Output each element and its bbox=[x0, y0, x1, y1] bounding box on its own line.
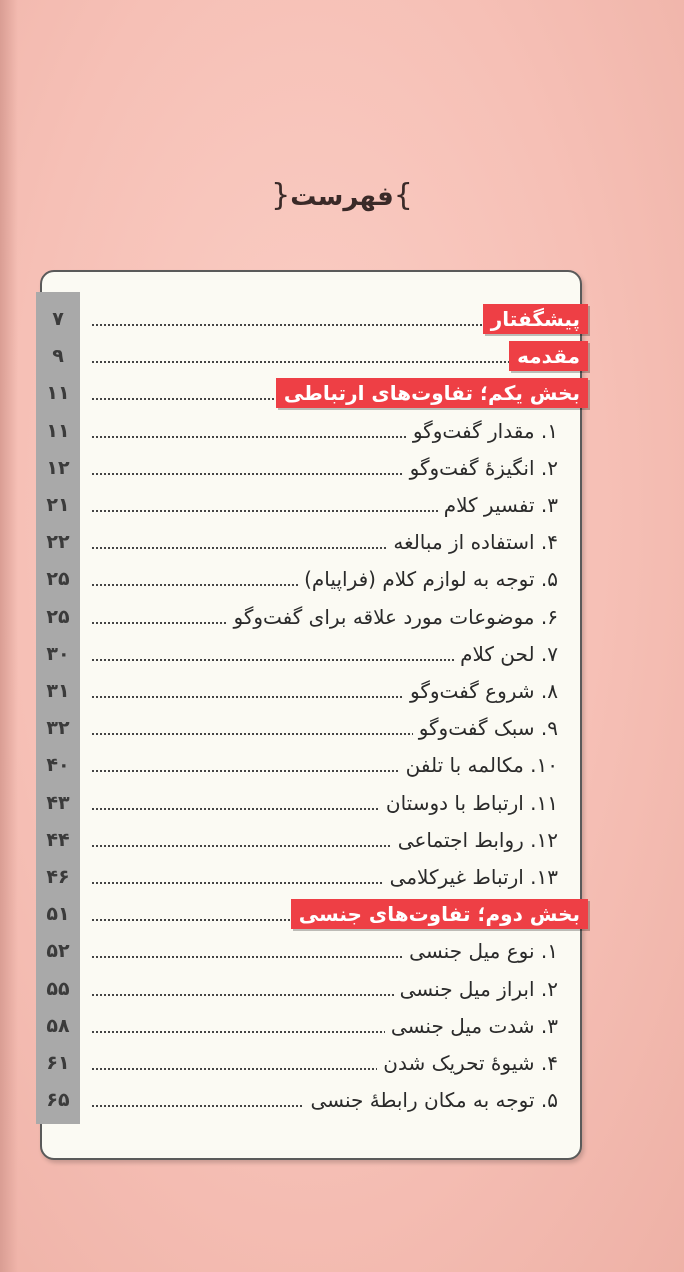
toc-row bbox=[0, 375, 684, 411]
toc-section-heading: بخش دوم؛ تفاوت‌های جنسی bbox=[291, 899, 588, 929]
toc-row bbox=[0, 487, 684, 523]
toc-section-heading: مقدمه bbox=[509, 341, 588, 371]
toc-page-number: ۳۲ bbox=[46, 717, 70, 740]
toc-item-label: ۱۱. ارتباط با دوستان bbox=[380, 785, 558, 821]
toc-item-label: ۶. موضوعات مورد علاقه برای گفت‌وگو bbox=[228, 599, 558, 635]
toc-row bbox=[0, 859, 684, 895]
toc-row bbox=[0, 599, 684, 635]
toc-row bbox=[0, 301, 684, 337]
page-title bbox=[0, 178, 684, 213]
toc-page-number: ۵۱ bbox=[46, 903, 70, 926]
toc-row bbox=[0, 561, 684, 597]
toc-row bbox=[0, 338, 684, 374]
toc-page-number: ۳۱ bbox=[46, 680, 70, 702]
toc-page-number: ۵۸ bbox=[46, 1014, 70, 1037]
toc-page-number: ۲۵ bbox=[46, 568, 70, 591]
toc-row bbox=[0, 971, 684, 1007]
title-text: فهرست bbox=[290, 182, 394, 212]
title-brace-open: } bbox=[393, 178, 413, 213]
toc-item-label: ۳. شدت میل جنسی bbox=[385, 1008, 558, 1044]
toc-page-number: ۱۲ bbox=[46, 456, 70, 479]
toc-row bbox=[0, 896, 684, 932]
toc-row bbox=[0, 822, 684, 858]
toc-page-number: ۴۰ bbox=[46, 754, 70, 777]
toc-item-label: ۵. توجه به لوازم کلام (فراپیام) bbox=[298, 561, 558, 597]
toc-item-label: ۱. مقدار گفت‌وگو bbox=[407, 413, 558, 449]
toc-item-label: ۷. لحن کلام bbox=[454, 636, 558, 672]
toc-page-number: ۴۶ bbox=[46, 866, 70, 888]
toc-page-number: ۵۵ bbox=[46, 977, 70, 1000]
toc-page-number: ۱۱ bbox=[46, 419, 70, 442]
toc-item-label: ۵. توجه به مکان رابطهٔ جنسی bbox=[304, 1082, 558, 1118]
toc-page-number: ۴۴ bbox=[46, 828, 70, 851]
toc-row bbox=[0, 747, 684, 783]
toc-item-label: ۱۲. روابط اجتماعی bbox=[392, 822, 558, 858]
toc-row bbox=[0, 673, 684, 709]
toc-row bbox=[0, 785, 684, 821]
toc-page-number: ۶۱ bbox=[46, 1052, 70, 1074]
toc-section-heading: بخش یکم؛ تفاوت‌های ارتباطی bbox=[276, 378, 588, 408]
toc-item-label: ۸. شروع گفت‌وگو bbox=[404, 673, 558, 709]
toc-item-label: ۴. استفاده از مبالغه bbox=[387, 524, 558, 560]
toc-page-number: ۴۳ bbox=[46, 791, 70, 814]
toc-row bbox=[0, 1082, 684, 1118]
toc-item-label: ۴. شیوهٔ تحریک شدن bbox=[377, 1045, 558, 1081]
toc-row bbox=[0, 1008, 684, 1044]
toc-page-number: ۵۲ bbox=[46, 940, 70, 963]
toc-row bbox=[0, 413, 684, 449]
toc-page-number: ۷ bbox=[52, 308, 64, 330]
toc-item-label: ۳. تفسیر کلام bbox=[438, 487, 558, 523]
toc-section-heading: پیشگفتار bbox=[483, 304, 588, 334]
toc-item-label: ۱۰. مکالمه با تلفن bbox=[400, 747, 558, 783]
toc-page-number: ۲۲ bbox=[46, 531, 70, 554]
toc-item-label: ۹. سبک گفت‌وگو bbox=[413, 710, 558, 746]
toc-row bbox=[0, 710, 684, 746]
toc-page-number: ۹ bbox=[52, 345, 64, 368]
toc-row bbox=[0, 450, 684, 486]
toc-row bbox=[0, 524, 684, 560]
toc-row bbox=[0, 636, 684, 672]
toc-page-number: ۲۱ bbox=[46, 494, 70, 516]
toc-dot-leader bbox=[92, 361, 562, 363]
toc-row bbox=[0, 1045, 684, 1081]
toc-item-label: ۲. ابراز میل جنسی bbox=[394, 971, 558, 1007]
toc-row bbox=[0, 933, 684, 969]
toc-item-label: ۱۳. ارتباط غیرکلامی bbox=[384, 859, 558, 895]
toc-item-label: ۱. نوع میل جنسی bbox=[403, 933, 558, 969]
toc-page-number: ۱۱ bbox=[46, 382, 70, 405]
toc-page-number: ۲۵ bbox=[46, 605, 70, 628]
toc-page-number: ۳۰ bbox=[46, 642, 70, 665]
toc-item-label: ۲. انگیزهٔ گفت‌وگو bbox=[404, 450, 558, 486]
toc-page-number: ۶۵ bbox=[46, 1089, 70, 1112]
title-brace-close: { bbox=[271, 178, 291, 213]
